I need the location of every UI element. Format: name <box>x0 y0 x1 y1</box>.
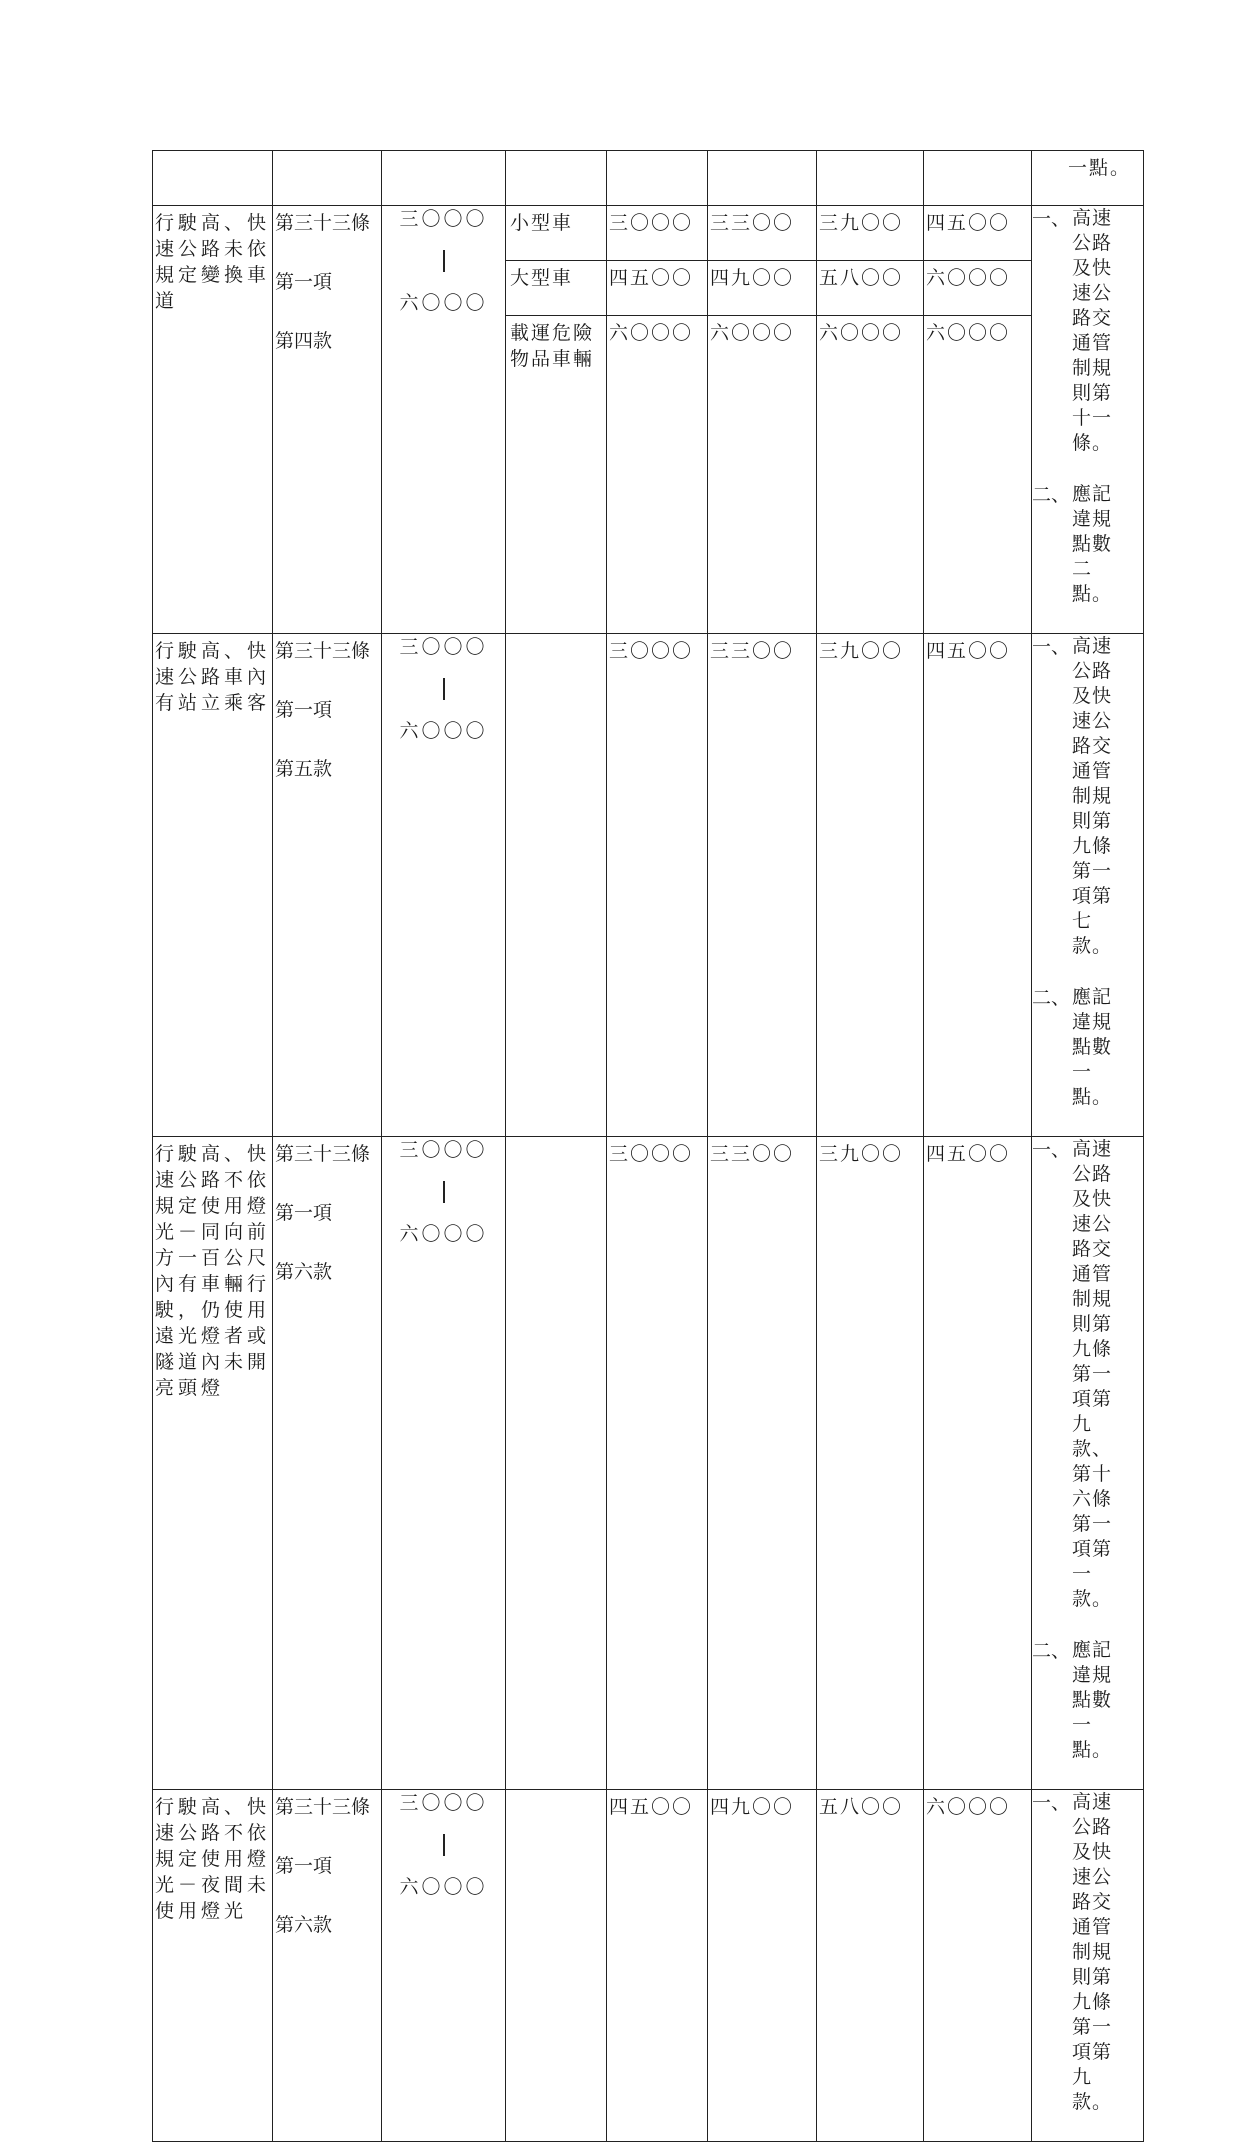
fine-range-high: 六〇〇〇 <box>399 1876 488 1898</box>
remarks <box>1032 1790 1144 2142</box>
range-dash <box>443 1181 445 1203</box>
fine-amount: 三三〇〇 <box>710 640 795 662</box>
fine-amount: 六〇〇〇 <box>926 1796 1011 1818</box>
range-dash <box>443 250 445 272</box>
amount-cell <box>607 206 708 634</box>
fine-amount: 六〇〇〇 <box>609 322 694 344</box>
fine-amount: 三〇〇〇 <box>609 640 694 662</box>
fine-amount: 三〇〇〇 <box>607 206 707 261</box>
fine-amount: 六〇〇〇 <box>924 261 1031 316</box>
fine-amount: 三三〇〇 <box>708 206 816 261</box>
vehicle-type: 小型車 <box>506 206 606 261</box>
fine-amount: 六〇〇〇 <box>926 322 1011 344</box>
violation-description: 行駛高、快速公路不依規定使用燈光－同向前方一百公尺內有車輛行駛，仍使用遠光燈者或隧道內未開亮頭燈 <box>155 1143 271 1399</box>
remark-item: 二、 應記違規點數一點。 <box>1032 986 1113 1108</box>
violation-description: 行駛高、快速公路未依規定變換車道 <box>155 212 271 312</box>
law-article: 第三十三條 第一項 第六款 <box>273 1790 382 2142</box>
vehicle-type-cell <box>506 1790 607 2142</box>
fine-range <box>382 206 506 634</box>
fine-range-high: 六〇〇〇 <box>399 720 488 742</box>
vehicle-type: 大型車 <box>506 261 606 316</box>
fine-amount: 三三〇〇 <box>710 1143 795 1165</box>
fine-range <box>382 1137 506 1790</box>
vehicle-type-cell <box>506 634 607 1137</box>
table-row <box>153 1137 1144 1790</box>
fine-amount: 五八〇〇 <box>819 1796 904 1818</box>
table-row <box>153 634 1144 1137</box>
fine-amount: 六〇〇〇 <box>710 322 795 344</box>
remark-item: 一、 高速公路及快速公路交通管制規則第九條第一項第九款。 <box>1032 1791 1113 2113</box>
remarks <box>1032 206 1144 634</box>
remarks <box>1032 634 1144 1137</box>
vehicle-type-cell <box>506 206 607 634</box>
continued-note: 一點。 <box>1067 157 1131 179</box>
fine-amount: 四五〇〇 <box>926 1143 1011 1165</box>
table-row-continued <box>153 151 1144 206</box>
fine-amount: 四五〇〇 <box>924 206 1031 261</box>
fine-range-high: 六〇〇〇 <box>399 1223 488 1245</box>
fine-amount: 三九〇〇 <box>819 1143 904 1165</box>
remark-item: 一、 高速公路及快速公路交通管制規則第十一條。 <box>1032 207 1113 454</box>
fine-amount: 三九〇〇 <box>817 206 923 261</box>
vehicle-type: 載運危險物品車輛 <box>510 322 595 370</box>
remark-item: 一、 高速公路及快速公路交通管制規則第九條第一項第九款、第十六條第一項第一款。 <box>1032 1138 1113 1610</box>
table-row <box>153 206 1144 634</box>
remark-item: 二、 應記違規點數二點。 <box>1032 483 1113 605</box>
fine-amount: 四五〇〇 <box>609 1796 694 1818</box>
range-dash <box>443 678 445 700</box>
vehicle-type-cell <box>506 1137 607 1790</box>
fine-amount: 四五〇〇 <box>926 640 1011 662</box>
law-article: 第三十三條 第一項 第五款 <box>273 634 382 1137</box>
amount-cell <box>817 206 924 634</box>
fine-range <box>382 1790 506 2142</box>
law-article: 第三十三條 第一項 第四款 <box>273 206 382 634</box>
fine-amount: 三九〇〇 <box>819 640 904 662</box>
range-dash <box>443 1834 445 1856</box>
fine-range-low: 三〇〇〇 <box>399 1139 488 1161</box>
fine-amount: 四九〇〇 <box>708 261 816 316</box>
fine-range-low: 三〇〇〇 <box>399 1792 488 1814</box>
fine-amount: 四五〇〇 <box>607 261 707 316</box>
violation-description: 行駛高、快速公路不依規定使用燈光－夜間未使用燈光 <box>155 1796 271 1922</box>
law-article: 第三十三條 第一項 第六款 <box>273 1137 382 1790</box>
remark-item: 一、 高速公路及快速公路交通管制規則第九條第一項第七款。 <box>1032 635 1113 957</box>
fine-range-high: 六〇〇〇 <box>399 292 488 314</box>
fine-table <box>152 150 1144 2142</box>
fine-amount: 四九〇〇 <box>710 1796 795 1818</box>
remarks <box>1032 1137 1144 1790</box>
violation-description: 行駛高、快速公路車內有站立乘客 <box>155 640 271 714</box>
fine-range <box>382 634 506 1137</box>
fine-range-low: 三〇〇〇 <box>399 636 488 658</box>
table-row <box>153 1790 1144 2142</box>
fine-amount: 六〇〇〇 <box>819 322 904 344</box>
remark-item: 二、 應記違規點數一點。 <box>1032 1639 1113 1761</box>
amount-cell <box>924 206 1032 634</box>
fine-amount: 五八〇〇 <box>817 261 923 316</box>
amount-cell <box>708 206 817 634</box>
fine-amount: 三〇〇〇 <box>609 1143 694 1165</box>
fine-range-low: 三〇〇〇 <box>399 208 488 230</box>
